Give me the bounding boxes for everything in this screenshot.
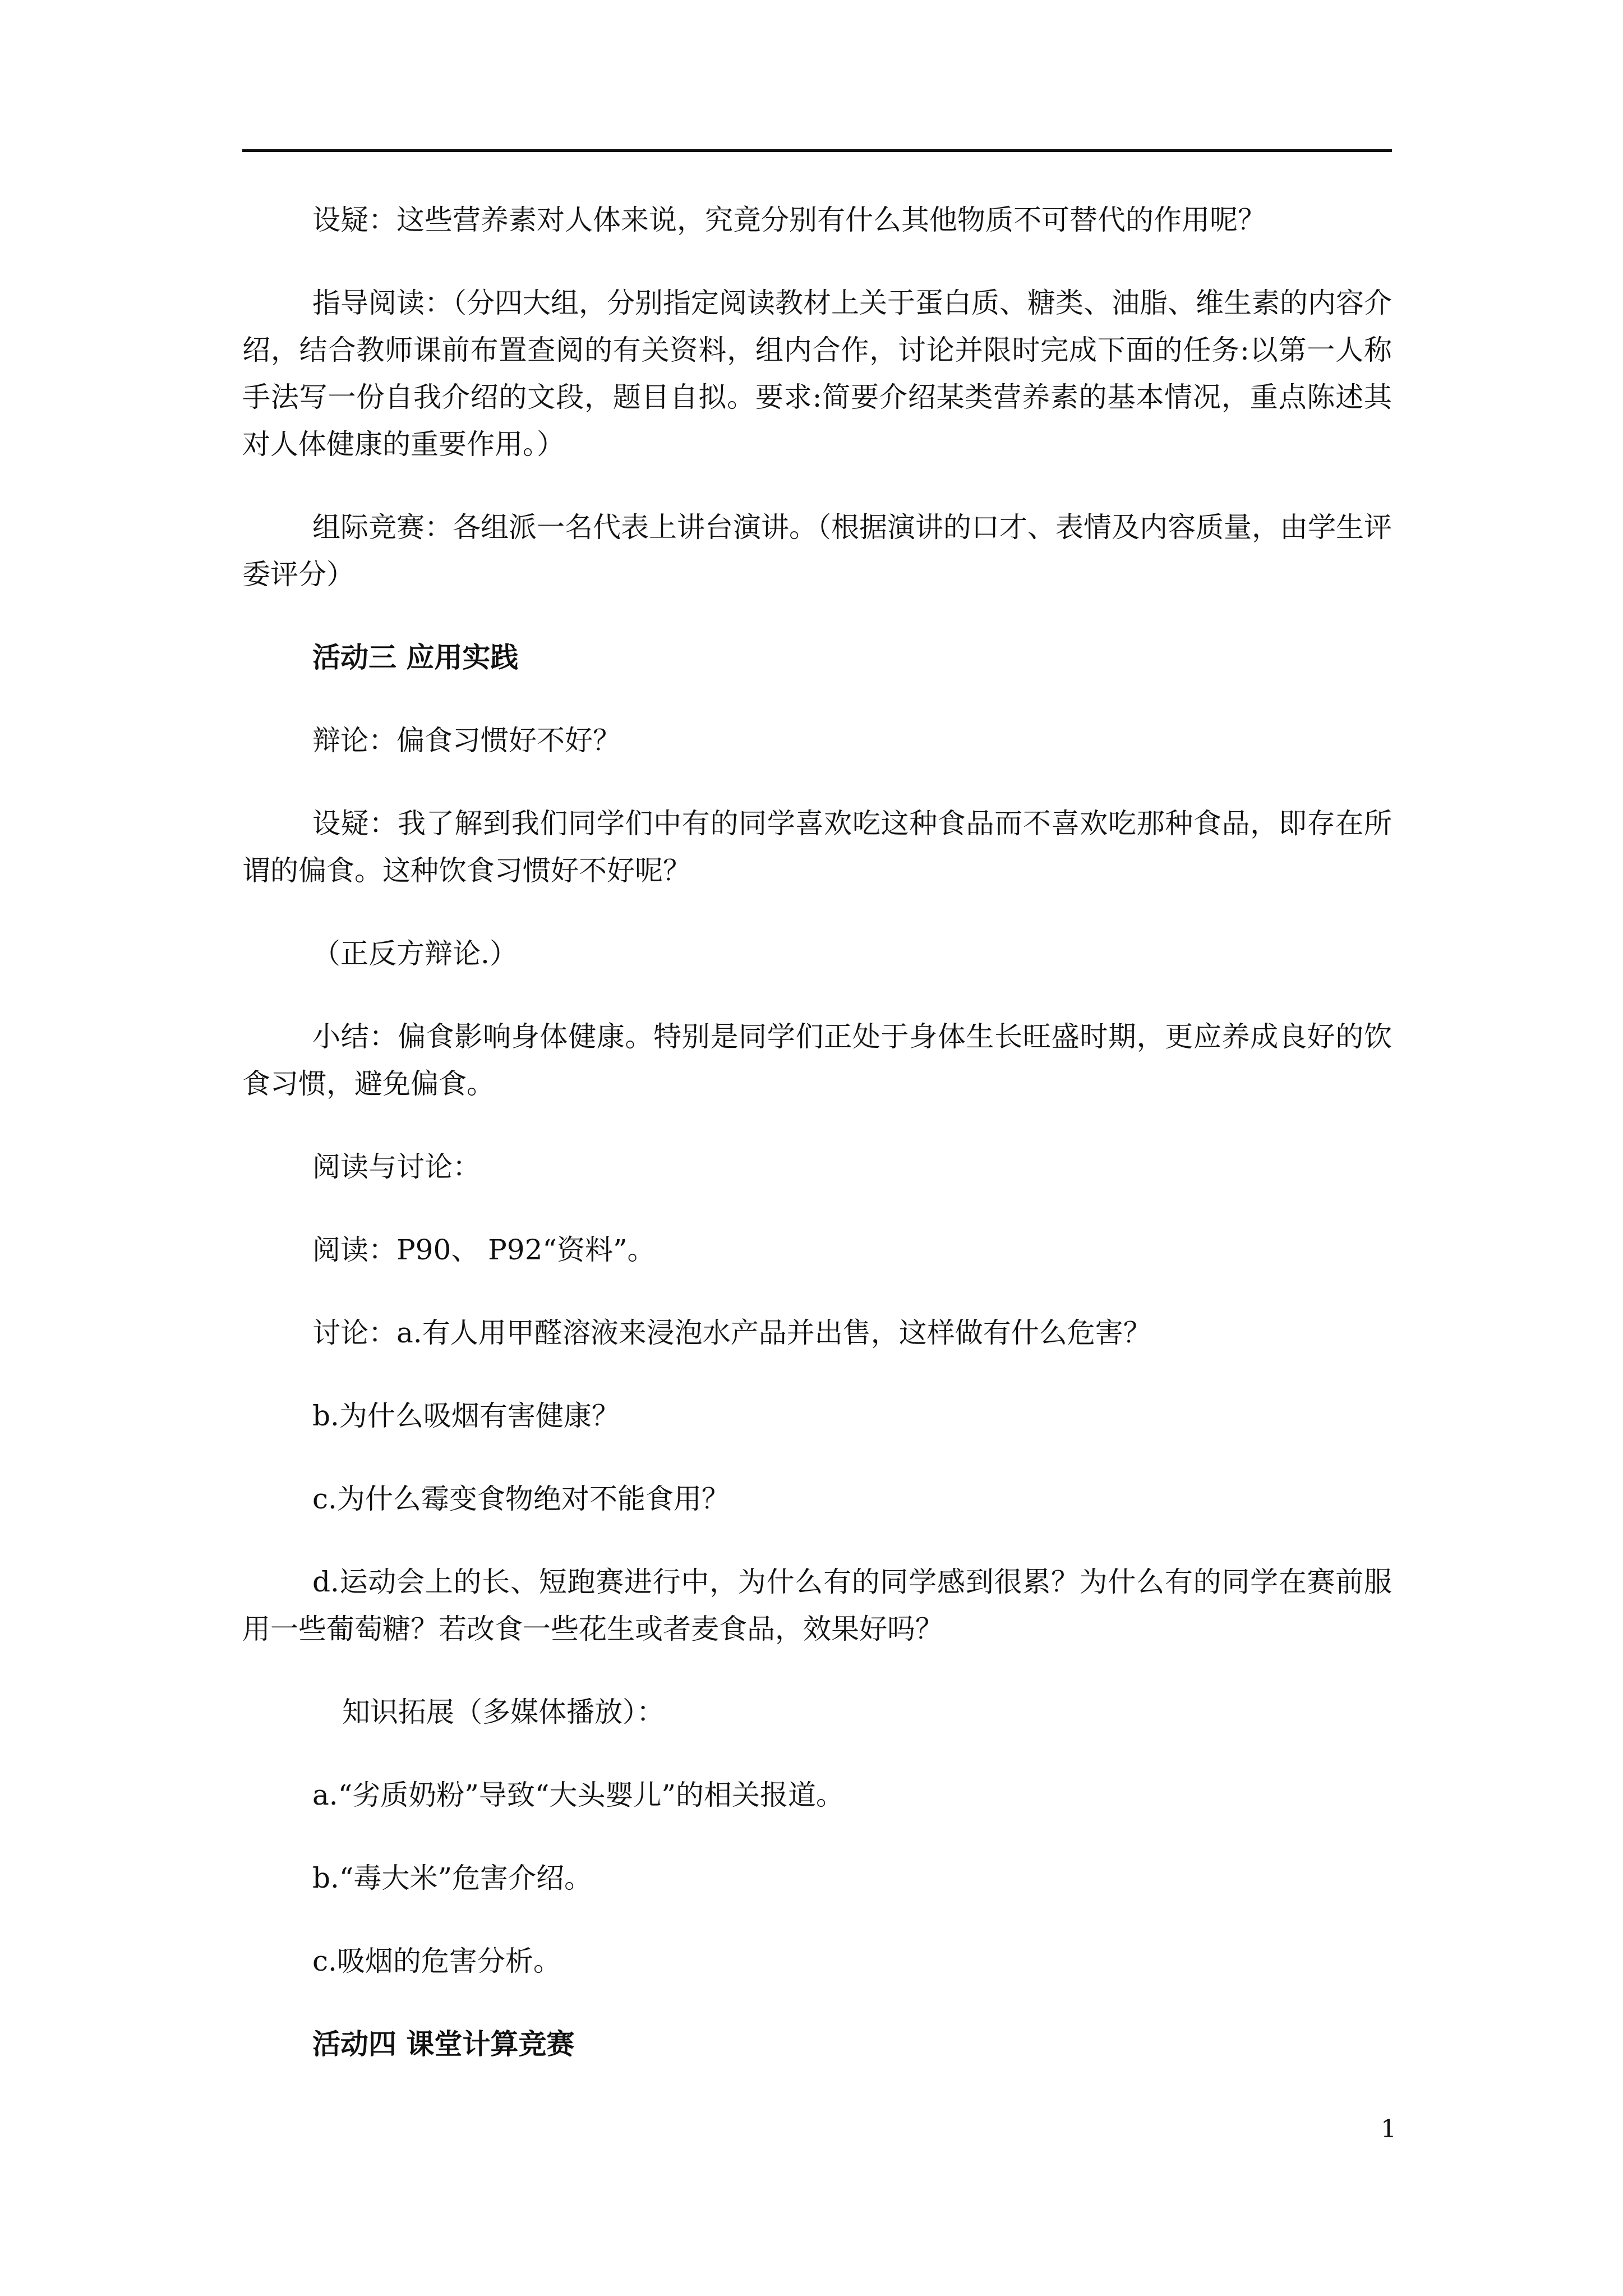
paragraph-question-picky-eating: 设疑：我了解到我们同学们中有的同学喜欢吃这种食品而不喜欢吃那种食品，即存在所谓的偏食。这种饮食习惯好不好呢？: [242, 807, 1392, 887]
paragraph-discussion-b: b.为什么吸烟有害健康？: [312, 1400, 620, 1432]
paragraph-reading-pages: 阅读：P90、 P92“资料”。: [312, 1234, 656, 1266]
paragraph-debate: 辩论：偏食习惯好不好？: [312, 724, 621, 757]
paragraph-group-contest: 组际竞赛：各组派一名代表上讲台演讲。（根据演讲的口才、表情及内容质量，由学生评委评分）: [242, 511, 1392, 591]
paragraph-discussion-d: d.运动会上的长、短跑赛进行中，为什么有的同学感到很累？为什么有的同学在赛前服用一些葡萄糖？若改食一些花生或者麦食品，效果好吗？: [242, 1566, 1392, 1645]
document-body: [242, 196, 1392, 2104]
paragraph-discussion-c: c.为什么霉变食物绝对不能食用？: [312, 1483, 730, 1515]
heading-activity-four: 活动四 课堂计算竞赛: [312, 2027, 575, 2060]
heading-activity-three: 活动三 应用实践: [312, 641, 519, 674]
paragraph-pro-con-debate: （正反方辩论.）: [312, 937, 518, 970]
paragraph-extension-a: a.“劣质奶粉”导致“大头婴儿”的相关报道。: [312, 1779, 844, 1811]
paragraph-extension-b: b.“毒大米”危害介绍。: [312, 1862, 593, 1894]
paragraph-knowledge-extension: 知识拓展（多媒体播放）：: [342, 1696, 665, 1728]
paragraph-guided-reading: 指导阅读：（分四大组，分别指定阅读教材上关于蛋白质、糖类、油脂、维生素的内容介绍，结合教师课前布置查阅的有关资料，组内合作，讨论并限时完成下面的任务:以第一人称手法写一份自我介绍的文段，题目自拟。要求:简要介绍某类营养素的基本情况，重点陈述其对人体健康的重要作用。）: [242, 287, 1392, 461]
paragraph-question-nutrients: 设疑：这些营养素对人体来说，究竟分别有什么其他物质不可替代的作用呢？: [312, 204, 1266, 236]
header-rule: [242, 149, 1392, 152]
page-number: 1: [1381, 2115, 1396, 2143]
paragraph-summary: 小结：偏食影响身体健康。特别是同学们正处于身体生长旺盛时期，更应养成良好的饮食习惯，避免偏食。: [242, 1020, 1392, 1100]
paragraph-extension-c: c.吸烟的危害分析。: [312, 1945, 561, 1977]
paragraph-discussion-a: 讨论：a.有人用甲醛溶液来浸泡水产品并出售，这样做有什么危害？: [312, 1317, 1151, 1349]
paragraph-reading-discussion: 阅读与讨论：: [312, 1151, 481, 1183]
